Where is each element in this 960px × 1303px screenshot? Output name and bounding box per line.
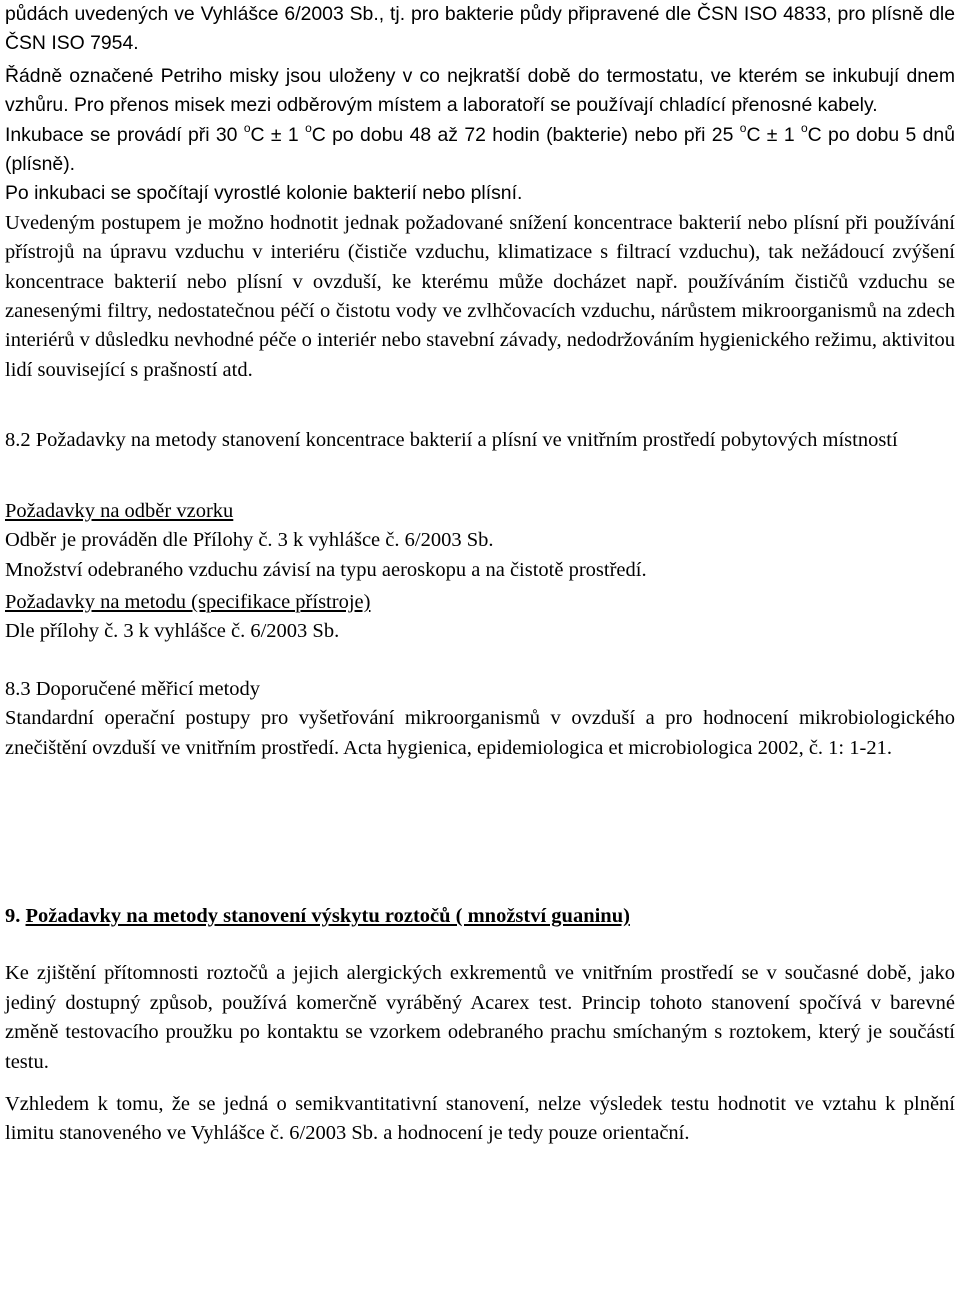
paragraph-incubation-storage: Řádně označené Petriho misky jsou uloženy v co nejkratší době do termostatu, ve kterém se inkubují dnem vzhůru. Pro přenos misek mezi odběrovým místem a laboratoří se používají chladící přenosné kabely. [5, 64, 955, 117]
section-9-heading [5, 902, 955, 931]
section-9-number: 9. [5, 904, 21, 927]
document-page [5, 0, 955, 1149]
paragraph-media: půdách uvedených ve Vyhlášce 6/2003 Sb., tj. pro bakterie půdy připravené dle ČSN ISO 4833, pro plísně dle ČSN ISO 7954. [5, 3, 955, 55]
incubation-text-f: po dobu 5 dnů (plísně). [5, 123, 955, 176]
method-requirements-line-1: Dle přílohy č. 3 k vyhlášce č. 6/2003 Sb. [5, 620, 340, 643]
incubation-text-d: C ± 1 [746, 123, 801, 146]
sampling-requirements-heading: Požadavky na odběr vzorku [5, 499, 234, 522]
paragraph-evaluation: Uvedeným postupem je možno hodnotit jednak požadované snížení koncentrace bakterií nebo plísní při používání přístrojů na úpravu vzduchu v interiéru (čističe vzduchu, klimatizace s filtrací vzduchu), tak nežádoucí zvýšení koncentrace bakterií nebo plísní v ovzduší, ke kterému může docházet např. používáním čističů vzduchu se zanesenými filtry, nedostatečnou péčí o čistotu vody ve zvlhčovacích vzduchu, nárůstem mikroorganismů na zdech interiérů v důsledku nevhodné péče o interiér nebo stavební závady, nedodržováním hygienického režimu, aktivitou lidí související s prašností atd. [5, 211, 955, 381]
incubation-text-b: C ± 1 [250, 123, 306, 146]
degree-sup-3: o [739, 120, 747, 135]
incubation-text-a: Inkubace se provádí při 30 [5, 123, 244, 146]
incubation-text-c: C po dobu 48 až 72 hodin (bakterie) nebo při 25 [311, 123, 740, 146]
paragraph-incubation-conditions [5, 121, 955, 180]
sampling-requirements-line-2: Množství odebraného vzduchu závisí na typu aeroskopu a na čistotě prostředí. [5, 558, 647, 581]
sampling-requirements-line-1: Odběr je prováděn dle Přílohy č. 3 k vyhlášce č. 6/2003 Sb. [5, 529, 494, 552]
section-9-title: Požadavky na metody stanovení výskytu roztočů ( množství guaninu) [25, 904, 630, 927]
section-8-3-text: Standardní operační postupy pro vyšetřování mikroorganismů v ovzduší a pro hodnocení mikrobiologického znečištění ovzduší ve vnitřním prostředí. Acta hygienica, epidemiologica et microbiologica 2002, č. 1: 1-21. [5, 707, 955, 759]
section-9-paragraph-2: Vzhledem k tomu, že se jedná o semikvantitativní stanovení, nelze výsledek testu hodnotit ve vztahu k plnění limitu stanoveného ve Vyhlášce č. 6/2003 Sb. a hodnocení je tedy pouze orientační. [5, 1092, 955, 1145]
degree-sup-4: o [800, 120, 808, 135]
incubation-text-e: C [807, 123, 829, 146]
section-9-paragraph-1: Ke zjištění přítomnosti roztočů a jejich alergických exkrementů ve vnitřním prostředí se v současné době, jako jediný dostupný způsob, používá komerčně vyráběný Acarex test. Princip tohoto stanovení spočívá v barevné změně testovacího proužku po kontaktu se vzorkem odebraného prachu smíchaným s roztokem, který je součástí testu. [5, 962, 955, 1073]
section-8-3-title: 8.3 Doporučené měřicí metody [5, 677, 261, 700]
section-8-2-title: 8.2 Požadavky na metody stanovení koncentrace bakterií a plísní ve vnitřním prostředí pobytových místností [5, 429, 898, 452]
degree-sup-1: o [243, 120, 251, 135]
method-requirements-heading: Požadavky na metodu (specifikace přístroje) [5, 590, 371, 613]
paragraph-colony-count: Po inkubaci se spočítají vyrostlé kolonie bakterií nebo plísní. [5, 182, 523, 205]
degree-sup-2: o [305, 120, 312, 135]
